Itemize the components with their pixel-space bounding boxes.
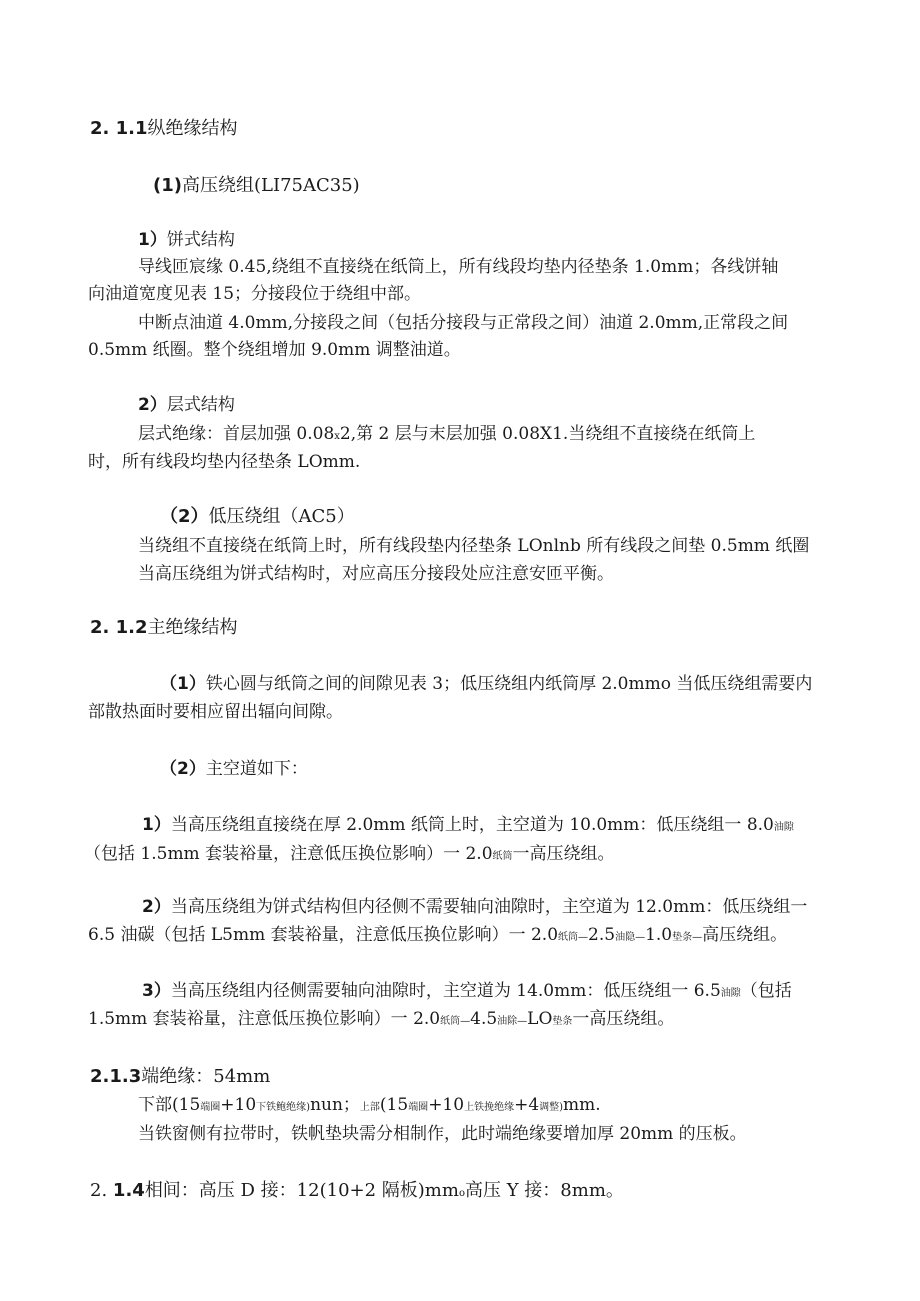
subscript: 下铁鲍绝缘) — [256, 1102, 311, 1113]
subscript: 上部 — [359, 1102, 380, 1113]
section-number-part: 2. — [90, 1180, 108, 1201]
paragraph-line: 1）当高压绕组直接绕在厚 2.0mm 纸筒上时，主空道为 10.0mm：低压绕组一 8.0油隙 — [142, 815, 794, 835]
item-label: 2） — [142, 897, 171, 917]
subscript: 油隙 — [773, 822, 794, 833]
paragraph-line: 向油道宽度见表 15；分接段位于绕组中部。 — [88, 284, 422, 304]
subscript: 纸筒 — [492, 851, 513, 862]
paragraph-line: 导线匝宸缘 0.45,绕组不直接绕在纸筒上，所有线段均垫内径垫条 1.0mm；各线饼轴 — [138, 257, 779, 277]
section-number: 2. 1.1 — [90, 118, 148, 139]
subscript: 垫条 — [552, 1016, 573, 1027]
paragraph-line: 1.5mm 套装裕量，注意低压换位影响）一 2.0纸筒—4.5油除—LO垫条一高压绕组。 — [88, 1009, 675, 1029]
subscript: 油隙 — [720, 988, 741, 999]
section-number: 2. 1.2 — [90, 617, 148, 638]
disc-structure-heading — [138, 229, 235, 251]
paragraph-line: 部散热面时要相应留出辐向间隙。 — [88, 702, 343, 722]
paragraph-line: 6.5 油碳（包括 L5mm 套装裕量，注意低压换位影响）一 2.0纸筒—2.5油隐—1.0垫条—高压绕组。 — [88, 925, 788, 945]
paragraph-line: 下部(15端圈+10下铁鲍绝缘)nun；上部(15端圈+10上铁挽绝缘+4调整)mm. — [138, 1095, 601, 1115]
section-2-1-4-heading: 2. 1.4相间：高压 D 接：12(10+2 隔板)mmo高压 Y 接：8mm。 — [90, 1180, 624, 1201]
paragraph-line: 2）当高压绕组为饼式结构但内径侧不需要轴向油隙时，主空道为 12.0mm：低压绕组一 — [142, 897, 808, 917]
item-label: 1） — [142, 815, 171, 835]
layer-structure-heading — [138, 394, 235, 416]
subscript: 垫条— — [672, 932, 703, 943]
paragraph-line: 0.5mm 纸圈。整个绕组增加 9.0mm 调整油道。 — [88, 340, 461, 360]
item-title: 饼式结构 — [166, 230, 235, 250]
item-label: （1） — [160, 674, 206, 694]
subscript: 油隐— — [615, 932, 646, 943]
lv-winding-heading — [160, 506, 355, 528]
section-2-1-2-heading — [90, 617, 238, 639]
item-title: 高压绕组(LI75AC35) — [181, 175, 360, 196]
paragraph-line: （2）主空道如下： — [160, 759, 308, 779]
section-title: 主绝缘结构 — [147, 617, 238, 638]
subscript: o — [458, 1188, 465, 1199]
item-label: （2） — [160, 506, 209, 527]
hv-winding-heading — [153, 175, 360, 197]
item-title: 层式结构 — [166, 395, 235, 415]
section-title: 纵绝缘结构 — [147, 118, 238, 139]
subscript: 端圈 — [200, 1102, 221, 1113]
subscript: 上铁挽绝缘 — [464, 1102, 515, 1113]
subscript: 纸筒— — [440, 1016, 471, 1027]
subscript: 油除— — [497, 1016, 528, 1027]
item-label: 3） — [142, 981, 171, 1001]
paragraph-line: （1）铁心圆与纸筒之间的间隙见表 3；低压绕组内纸筒厚 2.0mmo 当低压绕组需要内 — [160, 674, 813, 694]
paragraph-line: 层式绝缘：首层加强 0.08x2,第 2 层与末层加强 0.08X1.当绕组不直接绕在纸筒上 — [138, 424, 756, 444]
paragraph-line: 当高压绕组为饼式结构时，对应高压分接段处应注意安匝平衡。 — [138, 564, 614, 584]
item-label: 2） — [138, 395, 167, 415]
subscript: 调整) — [539, 1102, 564, 1113]
section-title: 端绝缘：54mm — [141, 1066, 271, 1087]
paragraph-line: 中断点油道 4.0mm,分接段之间（包括分接段与正常段之间）油道 2.0mm,正常段之间 — [138, 313, 789, 333]
item-title: 低压绕组（AC5） — [208, 506, 355, 527]
item-label: 1） — [138, 230, 167, 250]
paragraph-line: 时，所有线段均垫内径垫条 LOmm. — [88, 452, 361, 472]
paragraph-line: 3）当高压绕组内径侧需要轴向油隙时，主空道为 14.0mm：低压绕组一 6.5油隙（包括 — [142, 981, 792, 1001]
section-2-1-1-heading — [90, 118, 238, 140]
item-label: (1) — [153, 175, 182, 196]
paragraph-line: 当绕组不直接绕在纸筒上时，所有线段垫内径垫条 LOnlnb 所有线段之间垫 0.5mm 纸圈 — [138, 536, 810, 556]
subscript: x — [334, 431, 340, 442]
section-number: 2.1.3 — [90, 1066, 142, 1087]
subscript: 纸筒— — [558, 932, 589, 943]
paragraph-line: 当铁窗侧有拉带时，铁帆垫块需分相制作，此时端绝缘要增加厚 20mm 的压板。 — [138, 1124, 747, 1144]
subscript: 端圈 — [408, 1102, 429, 1113]
item-label: （2） — [160, 759, 206, 779]
section-number-part: 1.4 — [112, 1180, 145, 1201]
section-2-1-3-heading — [90, 1066, 270, 1088]
paragraph-line: （包括 1.5mm 套装裕量，注意低压换位影响）一 2.0纸筒一高压绕组。 — [84, 844, 615, 864]
